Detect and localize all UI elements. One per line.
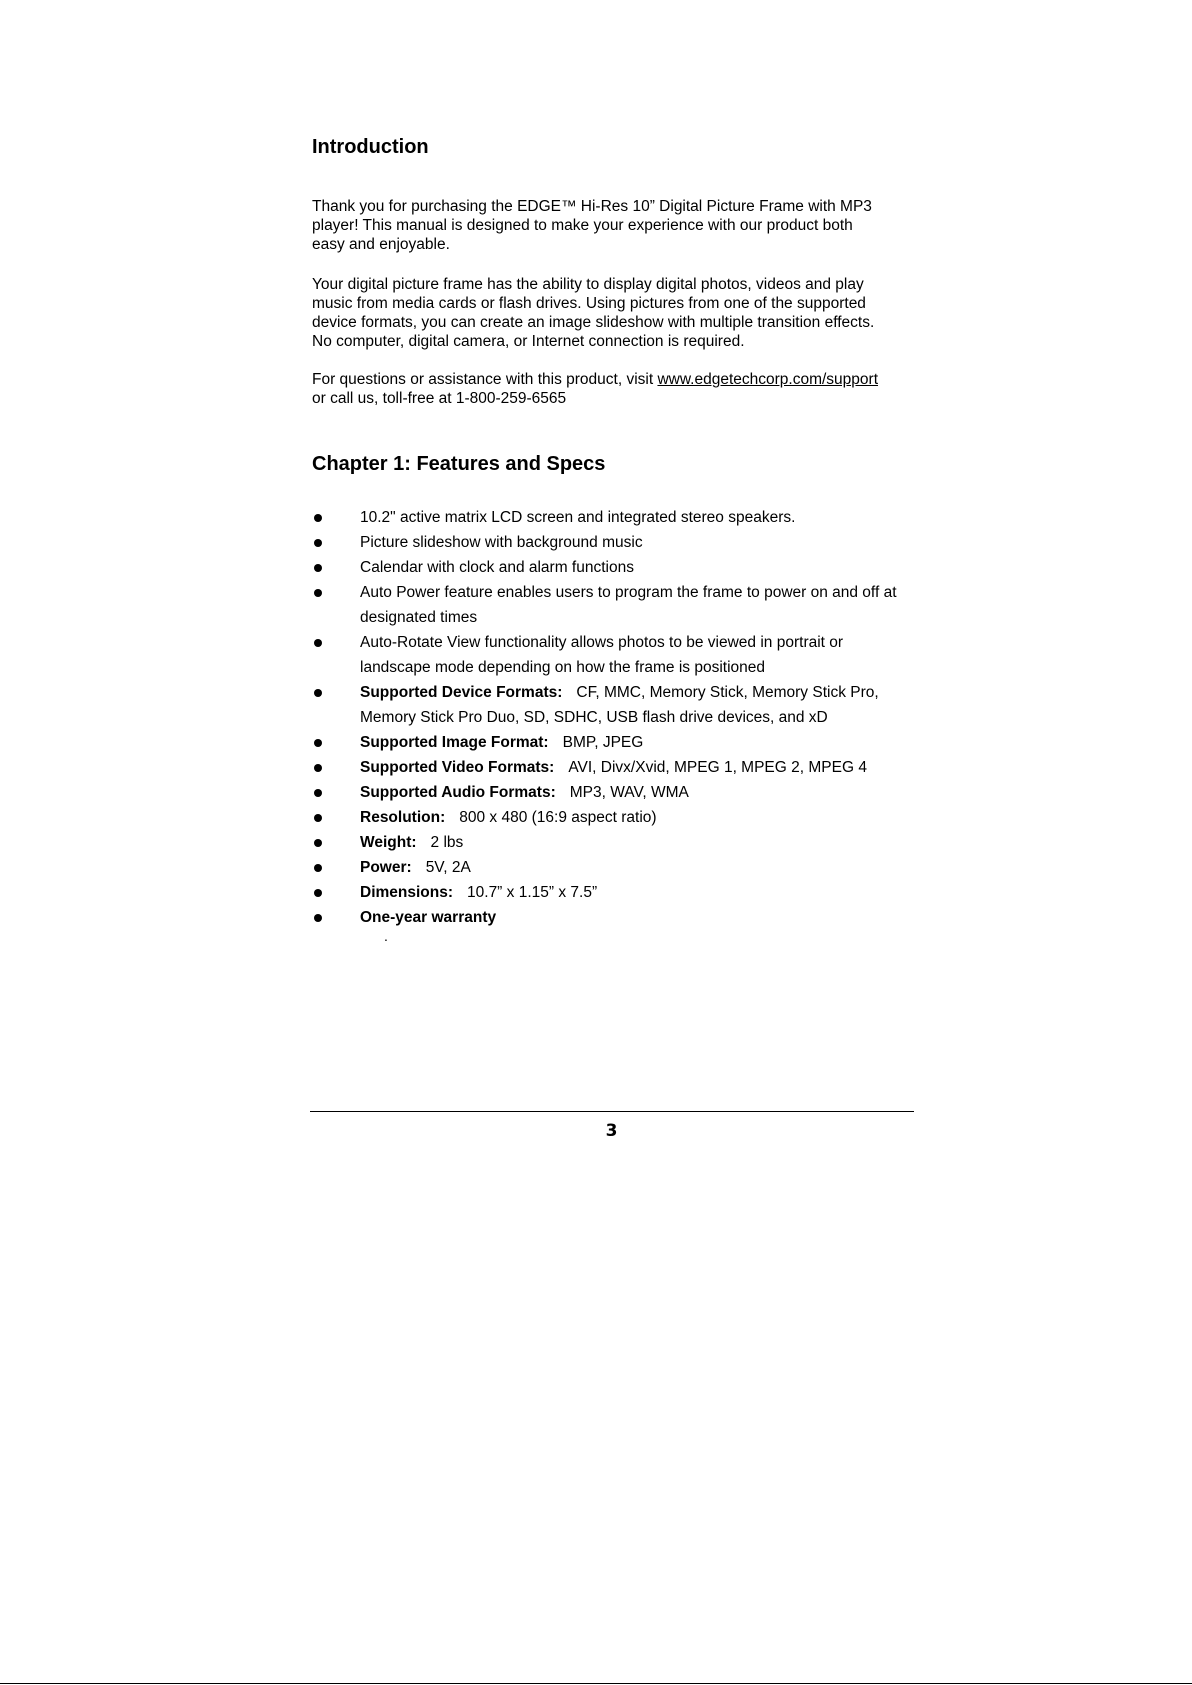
bullet-icon	[314, 814, 322, 822]
feature-text-continued: designated times	[360, 609, 478, 626]
spec-value: 800 x 480 (16:9 aspect ratio)	[459, 809, 657, 826]
spec-item-weight	[312, 830, 922, 855]
feature-item	[312, 580, 922, 630]
bullet-icon	[314, 739, 322, 747]
text-line: player! This manual is designed to make your experience with our product both	[312, 217, 853, 234]
spec-item-resolution	[312, 805, 922, 830]
spec-item-device-formats	[312, 680, 922, 730]
text-line: music from media cards or flash drives. Using pictures from one of the supported	[312, 295, 866, 312]
spec-value-continued: Memory Stick Pro Duo, SD, SDHC, USB flash drive devices, and xD	[360, 709, 828, 726]
bullet-icon	[314, 639, 322, 647]
spec-label: Power:	[360, 859, 412, 876]
feature-item	[312, 505, 922, 530]
features-list	[312, 505, 922, 930]
text-line: Your digital picture frame has the ability to display digital photos, videos and play	[312, 276, 864, 293]
intro-paragraph-thanks	[312, 197, 912, 254]
bullet-icon	[314, 589, 322, 597]
feature-item	[312, 555, 922, 580]
spec-label: Resolution:	[360, 809, 446, 826]
text-line: No computer, digital camera, or Internet connection is required.	[312, 333, 745, 350]
spec-label: Supported Image Format:	[360, 734, 549, 751]
spec-item-dimensions	[312, 880, 922, 905]
page-number: 3	[605, 1121, 618, 1141]
bullet-icon	[314, 539, 322, 547]
spec-item-video-formats	[312, 755, 922, 780]
spec-label: One-year warranty	[360, 909, 497, 926]
bullet-icon	[314, 564, 322, 572]
spec-label: Supported Device Formats:	[360, 684, 563, 701]
spec-value: 2 lbs	[430, 834, 464, 851]
bullet-icon	[314, 914, 322, 922]
feature-text: 10.2" active matrix LCD screen and integrated stereo speakers.	[360, 509, 796, 526]
spec-item-power	[312, 855, 922, 880]
spec-item-image-format	[312, 730, 922, 755]
bullet-icon	[314, 839, 322, 847]
spec-item-warranty	[312, 905, 922, 930]
bullet-icon	[314, 864, 322, 872]
intro-paragraph-support	[312, 370, 912, 408]
stray-period-mark: .	[384, 928, 388, 944]
feature-text: Auto Power feature enables users to program the frame to power on and off at	[360, 584, 897, 601]
spec-value: CF, MMC, Memory Stick, Memory Stick Pro,	[576, 684, 879, 701]
spec-value: AVI, Divx/Xvid, MPEG 1, MPEG 2, MPEG 4	[568, 759, 867, 776]
intro-paragraph-abilities	[312, 275, 912, 351]
spec-value: 5V, 2A	[425, 859, 471, 876]
bullet-icon	[314, 789, 322, 797]
bullet-icon	[314, 889, 322, 897]
bullet-icon	[314, 514, 322, 522]
spec-label: Supported Audio Formats:	[360, 784, 556, 801]
feature-text: Picture slideshow with background music	[360, 534, 643, 551]
spec-item-audio-formats	[312, 780, 922, 805]
feature-text-continued: landscape mode depending on how the frame is positioned	[360, 659, 765, 676]
bullet-icon	[314, 689, 322, 697]
support-link[interactable]: www.edgetechcorp.com/support	[657, 371, 879, 388]
feature-text: Calendar with clock and alarm functions	[360, 559, 634, 576]
footer-divider	[310, 1111, 914, 1112]
feature-item	[312, 530, 922, 555]
introduction-heading: Introduction	[312, 136, 429, 158]
spec-label: Weight:	[360, 834, 417, 851]
text-line: Thank you for purchasing the EDGE™ Hi-Res 10” Digital Picture Frame with MP3	[312, 198, 872, 215]
spec-label: Dimensions:	[360, 884, 454, 901]
support-text: For questions or assistance with this product, visit	[312, 371, 658, 388]
feature-item	[312, 630, 922, 680]
text-line: easy and enjoyable.	[312, 236, 450, 253]
bullet-icon	[314, 764, 322, 772]
text-line	[312, 370, 912, 389]
spec-value: BMP, JPEG	[562, 734, 644, 751]
text-line: device formats, you can create an image slideshow with multiple transition effects.	[312, 314, 875, 331]
page-bottom-divider	[0, 1683, 1192, 1684]
phone-line: or call us, toll-free at 1-800-259-6565	[312, 390, 567, 407]
chapter-1-heading: Chapter 1: Features and Specs	[312, 453, 606, 475]
feature-text: Auto-Rotate View functionality allows photos to be viewed in portrait or	[360, 634, 844, 651]
spec-value: MP3, WAV, WMA	[569, 784, 689, 801]
spec-value: 10.7” x 1.15” x 7.5”	[467, 884, 598, 901]
spec-label: Supported Video Formats:	[360, 759, 555, 776]
